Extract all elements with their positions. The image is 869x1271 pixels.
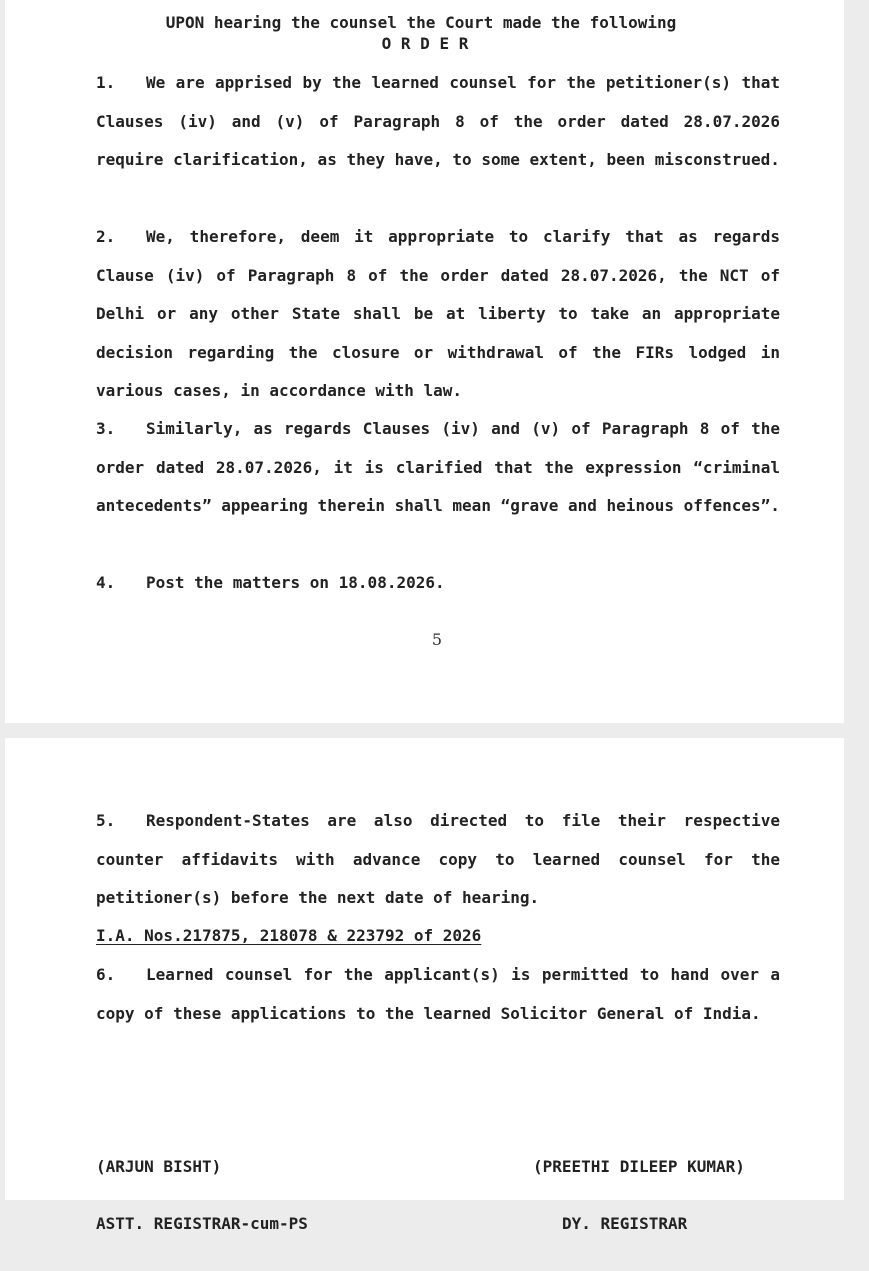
paragraph-text: We, therefore, deem it appropriate to clarify that as regards Clause (iv) of Paragraph 8 of the order dated 28.07.2026, the NCT of Delhi or any other State shall be at liberty to take an appropriate decision regarding the closure or withdrawal of the FIRs lodged in various cases, in accordance with law.: [96, 227, 780, 400]
signatory-name: (PREETHI DILEEP KUMAR): [533, 1157, 745, 1176]
document-page-1: [5, 0, 844, 723]
order-paragraph-1: [96, 64, 780, 180]
paragraph-text: Learned counsel for the applicant(s) is permitted to hand over a copy of these applications to the learned Solicitor General of India.: [96, 965, 780, 1023]
signatory-title: DY. REGISTRAR: [562, 1214, 688, 1233]
paragraph-text: Post the matters on 18.08.2026.: [146, 573, 445, 592]
page-number: 5: [431, 630, 443, 649]
paragraph-text: Similarly, as regards Clauses (iv) and (v) of Paragraph 8 of the order dated 28.07.2026, it is clarified that the expression “criminal antecedents” appearing therein shall mean “grave and heinous offences”.: [96, 419, 780, 515]
order-paragraph-5: [96, 802, 780, 918]
order-intro-heading: UPON hearing the counsel the Court made the following: [165, 13, 677, 32]
paragraph-number: 6.: [96, 965, 116, 984]
signatory-right: [533, 1119, 745, 1271]
paragraph-number: 2.: [96, 227, 116, 246]
signatory-title: ASTT. REGISTRAR-cum-PS: [96, 1214, 308, 1233]
order-paragraph-4: [96, 564, 780, 603]
paragraph-text: We are apprised by the learned counsel for the petitioner(s) that Clauses (iv) and (v) of Paragraph 8 of the order dated 28.07.2026 require clarification, as they have, to some extent, been misconstrued.: [96, 73, 780, 169]
paragraph-text: Respondent-States are also directed to file their respective counter affidavits with advance copy to learned counsel for the petitioner(s) before the next date of hearing.: [96, 811, 780, 907]
signatory-name: (ARJUN BISHT): [96, 1157, 222, 1176]
order-paragraph-6: [96, 956, 780, 1033]
order-paragraph-2: [96, 218, 780, 411]
paragraph-number: 1.: [96, 73, 116, 92]
order-paragraph-3: [96, 410, 780, 526]
paragraph-number: 5.: [96, 811, 116, 830]
ia-applications-heading: I.A. Nos.217875, 218078 & 223792 of 2026: [96, 926, 482, 945]
paragraph-number: 4.: [96, 573, 116, 592]
paragraph-number: 3.: [96, 419, 116, 438]
signatory-left: [96, 1119, 308, 1271]
document-page-2: [5, 738, 844, 1233]
order-title: O R D E R: [381, 34, 469, 53]
